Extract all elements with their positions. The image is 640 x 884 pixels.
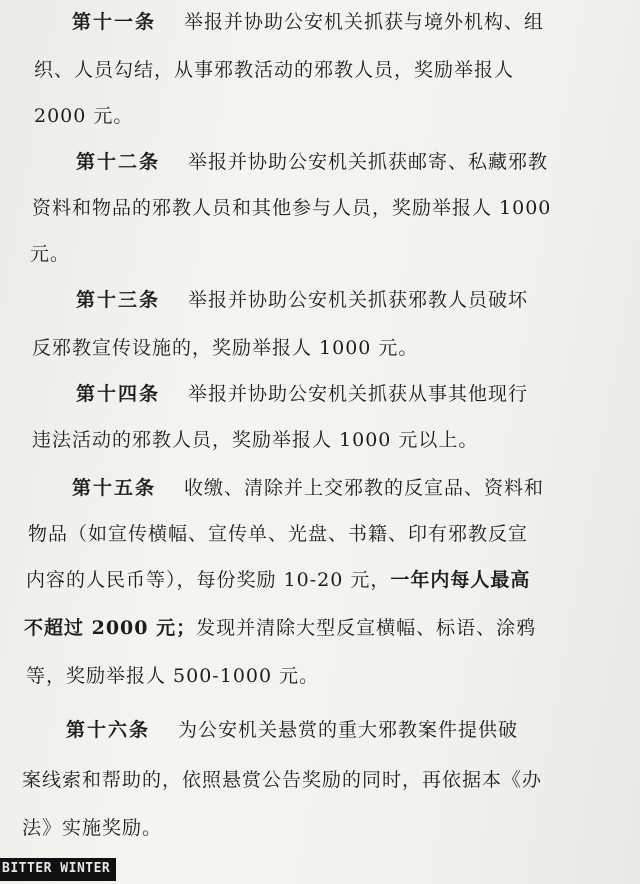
article-16-line-1 [66,718,518,742]
article-13-line-1 [76,288,528,312]
article-14-line-2: 违法活动的邪教人员，奖励举报人 1000 元以上。 [32,429,479,451]
article-14-text-1: 举报并协助公安机关抓获从事其他现行 [188,383,529,405]
article-15-text-4: 发现并清除大型反宣横幅、标语、涂鸦 [196,617,537,639]
article-12-line-1 [76,150,548,174]
article-11-text-1: 举报并协助公安机关抓获与境外机构、组 [184,11,545,33]
article-11-line-3: 2000 元。 [34,105,134,127]
article-14-line-1 [76,382,528,406]
article-15-bold-2: 不超过 2000 元； [24,617,197,639]
article-16-line-3: 法》实施奖励。 [22,817,163,839]
article-11-line-1 [72,10,544,34]
article-12-text-1: 举报并协助公安机关抓获邮寄、私藏邪教 [188,151,549,173]
article-15-line-3 [26,568,530,592]
article-11-line-2: 织、人员勾结，从事邪教活动的邪教人员，奖励举报人 [34,59,515,81]
article-15-title: 第十五条 [72,477,157,499]
article-11-title: 第十一条 [72,11,157,33]
article-16-text-1: 为公安机关悬赏的重大邪教案件提供破 [178,719,519,741]
article-15-line-4 [24,616,536,640]
article-13-text-1: 举报并协助公安机关抓获邪教人员破坏 [188,289,529,311]
article-13-title: 第十三条 [76,289,161,311]
article-16-line-2: 案线索和帮助的，依照悬赏公告奖励的同时，再依据本《办 [22,769,543,791]
article-14-title: 第十四条 [76,383,161,405]
article-15-text-1: 收缴、清除并上交邪教的反宣品、资料和 [184,477,545,499]
article-15-line-2: 物品（如宣传横幅、宣传单、光盘、书籍、印有邪教反宣 [28,523,529,545]
article-15-line-5: 等，奖励举报人 500-1000 元。 [26,665,320,687]
article-12-line-3: 元。 [30,243,71,265]
watermark-label: BITTER WINTER [0,858,116,881]
article-13-line-2: 反邪教宣传设施的，奖励举报人 1000 元。 [32,337,419,359]
article-15-bold-1: 一年内每人最高 [390,569,531,591]
article-12-title: 第十二条 [76,151,161,173]
article-15-line-1 [72,476,544,500]
article-12-line-2: 资料和物品的邪教人员和其他参与人员，奖励举报人 1000 [32,197,552,219]
article-15-text-3: 内容的人民币等），每份奖励 10-20 元， [26,569,391,591]
article-16-title: 第十六条 [66,719,151,741]
